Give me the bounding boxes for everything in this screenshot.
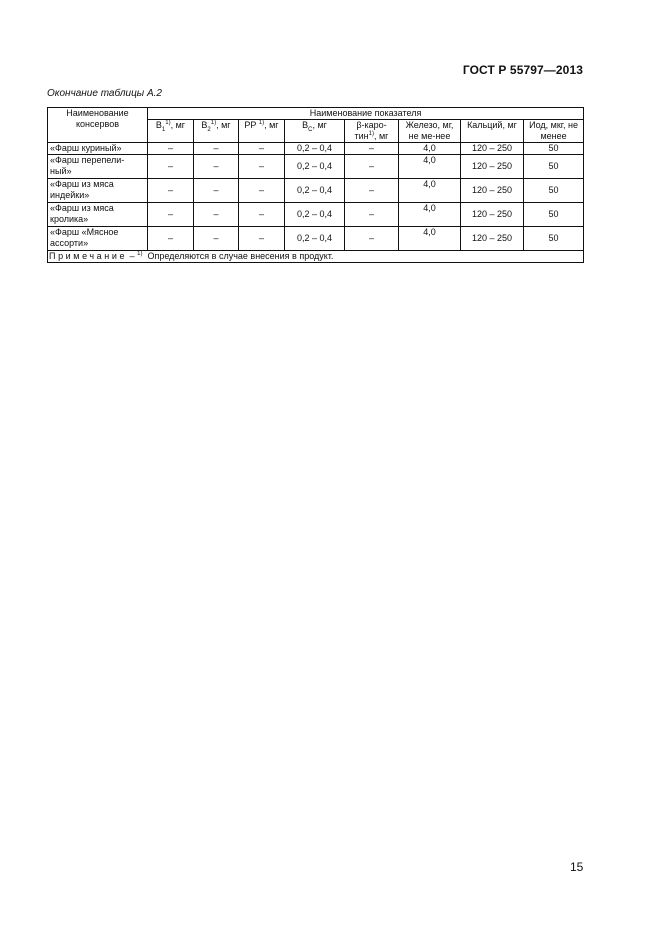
calcium-cell: 120 – 250 bbox=[461, 143, 524, 155]
b2-cell: – bbox=[194, 155, 239, 179]
b2-cell: – bbox=[194, 143, 239, 155]
b2-cell: – bbox=[194, 203, 239, 227]
nutrition-table bbox=[47, 107, 584, 263]
iron-cell: 4,0 bbox=[399, 179, 461, 203]
table-row bbox=[48, 155, 584, 179]
b1-cell: – bbox=[148, 227, 194, 251]
note-footnote-marker: 1) bbox=[137, 251, 143, 257]
b1-cell: – bbox=[148, 203, 194, 227]
column-header-b1: $B_1^{1)}$, мг bbox=[148, 120, 194, 143]
pp-cell: – bbox=[239, 203, 285, 227]
product-name-cell: «Фарш перепели-ный» bbox=[48, 155, 148, 179]
b1-cell: – bbox=[148, 179, 194, 203]
pp-cell: – bbox=[239, 227, 285, 251]
product-name-cell: «Фарш из мяса индейки» bbox=[48, 179, 148, 203]
vitamin-c-cell: 0,2 – 0,4 bbox=[285, 155, 345, 179]
beta-carotene-cell: – bbox=[345, 155, 399, 179]
vitamin-c-cell: 0,2 – 0,4 bbox=[285, 179, 345, 203]
pp-cell: – bbox=[239, 143, 285, 155]
column-header-iron: Железо, мг, не ме-нее bbox=[399, 120, 461, 143]
pp-cell: – bbox=[239, 155, 285, 179]
iron-cell: 4,0 bbox=[399, 143, 461, 155]
calcium-cell: 120 – 250 bbox=[461, 227, 524, 251]
iodine-cell: 50 bbox=[524, 155, 584, 179]
table-note-row bbox=[48, 251, 584, 263]
note-label: Примечание bbox=[49, 251, 128, 261]
table-caption: Окончание таблицы А.2 bbox=[47, 88, 162, 99]
iron-cell: 4,0 bbox=[399, 155, 461, 179]
column-header-b2: $B_2^{1)}$, мг bbox=[194, 120, 239, 143]
b1-cell: – bbox=[148, 143, 194, 155]
vitamin-c-cell: 0,2 – 0,4 bbox=[285, 143, 345, 155]
table-row bbox=[48, 143, 584, 155]
column-header-iodine: Иод, мкг, не менее bbox=[524, 120, 584, 143]
iodine-cell: 50 bbox=[524, 227, 584, 251]
table-row bbox=[48, 227, 584, 251]
beta-carotene-cell: – bbox=[345, 227, 399, 251]
b2-cell: – bbox=[194, 227, 239, 251]
product-name-cell: «Фарш «Мясное ассорти» bbox=[48, 227, 148, 251]
vitamin-c-cell: 0,2 – 0,4 bbox=[285, 203, 345, 227]
calcium-cell: 120 – 250 bbox=[461, 179, 524, 203]
beta-carotene-cell: – bbox=[345, 143, 399, 155]
page-number: 15 bbox=[570, 860, 584, 874]
note-dash: – bbox=[127, 251, 138, 261]
pp-cell: – bbox=[239, 179, 285, 203]
vitamin-c-cell: 0,2 – 0,4 bbox=[285, 227, 345, 251]
iron-cell: 4,0 bbox=[399, 203, 461, 227]
b1-cell: – bbox=[148, 155, 194, 179]
iodine-cell: 50 bbox=[524, 203, 584, 227]
column-header-beta-carotene: β-каро-тин$^{1)}$, мг bbox=[345, 120, 399, 143]
product-name-header: Наименование консервов bbox=[48, 108, 148, 143]
column-header-pp: PP $^{1)}$, мг bbox=[239, 120, 285, 143]
calcium-cell: 120 – 250 bbox=[461, 203, 524, 227]
table-note bbox=[48, 251, 584, 263]
indicator-group-header: Наименование показателя bbox=[148, 108, 584, 120]
table-row bbox=[48, 203, 584, 227]
product-name-cell: «Фарш из мяса кролика» bbox=[48, 203, 148, 227]
iodine-cell: 50 bbox=[524, 179, 584, 203]
iron-cell: 4,0 bbox=[399, 227, 461, 251]
column-header-calcium: Кальций, мг bbox=[461, 120, 524, 143]
document-standard-header: ГОСТ Р 55797—2013 bbox=[462, 63, 583, 77]
product-name-cell: «Фарш куриный» bbox=[48, 143, 148, 155]
table-row bbox=[48, 179, 584, 203]
b2-cell: – bbox=[194, 179, 239, 203]
note-text: Определяются в случае внесения в продукт. bbox=[147, 251, 334, 261]
beta-carotene-cell: – bbox=[345, 203, 399, 227]
beta-carotene-cell: – bbox=[345, 179, 399, 203]
header-row-group bbox=[48, 108, 584, 120]
iodine-cell: 50 bbox=[524, 143, 584, 155]
calcium-cell: 120 – 250 bbox=[461, 155, 524, 179]
column-header-vitamin-c: $B_C$, мг bbox=[285, 120, 345, 143]
